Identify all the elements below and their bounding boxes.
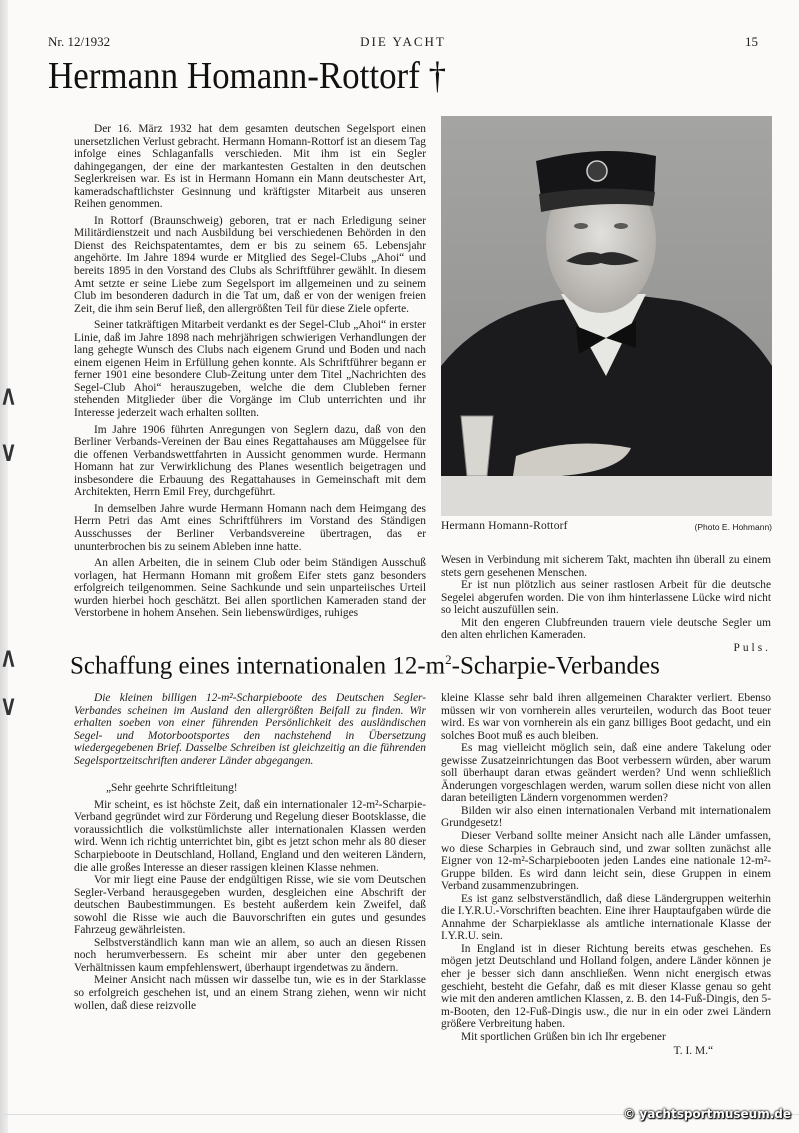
paragraph: Der 16. März 1932 hat dem gesamten deutschen Segelsport einen unersetzlichen Verlust gebracht. Hermann Homann-Rottorf ist an diesem Tag infolge eines Schlaganfalls verschieden. Mit ihm ist ein Segler dahingegangen, der eine der markantesten Gestalten in den deutschen Seglerkreisen war. Es ist in Hermann Homann ein Mann deutschester Art, kameradschaftlichster Gesinnung und kräftigster Mitarbeit aus unseren Reihen genommen. — [74, 123, 426, 211]
paragraph: Seiner tatkräftigen Mitarbeit verdankt es der Segel-Club „Ahoi“ in erster Linie, daß im Jahre 1898 nach mehrjährigen schwierigen Verhandlungen der lang gehegte Wunsch des Clubs nach eigenem Grund und Boden und nach einem eigenen Heim in Erfüllung gehen konnte. Als Schriftführer begann er ferner 1901 eine besondere Club-Zeitung unter dem Titel „Nachrichten des Segel-Club Ahoi“ herauszugeben, welche die dem Clubleben ferner stehenden Mitglieder über die Vorgänge im Club unterrichten und ihr Interesse jederzeit wach erhalten sollten. — [74, 319, 426, 420]
paragraph: Er ist nun plötzlich aus seiner rastlosen Arbeit für die deutsche Segelei abgerufen worden. Die von ihm hinterlassene Lücke wird nicht so leicht auszufüllen sein. — [441, 579, 771, 617]
margin-mark: Λ — [2, 648, 15, 673]
paragraph: Mir scheint, es ist höchste Zeit, daß ein internationaler 12-m²-Scharpie-Verband gegründet wird zur Förderung und Regelung dieser Bootsklasse, die voraussichtlich die volkstümlichste aller internationalen Klassen werden wird. Wenn ich richtig unterrichtet bin, gibt es jetzt schon mehr als 80 dieser Scharpieboote in Deutschland, Holland, England und den weiteren Ländern, die alle großes Interesse an dieser rassigen kleinen Klasse nehmen. — [74, 798, 426, 874]
page-header — [48, 34, 758, 50]
obituary-title: Hermann Homann-Rottorf † — [48, 55, 447, 97]
paragraph: Vor mir liegt eine Pause der endgültigen Risse, wie sie vom Deutschen Segler-Verband herausgegeben wurden, desgleichen eine Abschrift der deutschen Baubestimmungen. Es besteht außerdem kein Zweifel, daß sowohl die Risse wie auch die Bauvorschriften ein gutes und gesundes Fahrzeug gewährleisten. — [74, 874, 426, 937]
portrait-illustration — [441, 116, 772, 516]
margin-mark: V — [2, 696, 15, 721]
letter-salutation: „Sehr geehrte Schriftleitung! — [106, 782, 238, 795]
magazine-title: DIE YACHT — [360, 34, 446, 49]
article-title-text: Schaffung eines internationalen 12-m — [70, 652, 446, 680]
article-column-right — [441, 692, 771, 1058]
paragraph: Bilden wir also einen internationalen Verband mit internationalem Grundgesetz! — [441, 804, 771, 830]
paragraph: Es ist ganz selbstverständlich, daß diese Ländergruppen weiterhin die I.Y.R.U.-Vorschriften beachten. Eine ihrer Hauptaufgaben würde die Annahme der Scharpieklasse als amtliche internationale Klasse der I.Y.R.U. sein. — [441, 892, 771, 943]
photo-caption — [441, 520, 772, 536]
paragraph: Im Jahre 1906 führten Anregungen von Seglern dazu, daß von den Berliner Verbands-Vereinen der Bau eines Regattahauses am Müggelsee für die offenen Verbandswettfahrten in Aussicht genommen wurde. Hermann Homann hat zur Verwirklichung des Planes wesentlich beigetragen und insbesondere die Erbauung des Regattahauses in Gemeinschaft mit dem Architekten, Herrn Emil Frey, durchgeführt. — [74, 423, 426, 499]
page-binding-edge — [0, 0, 8, 1133]
margin-mark: Λ — [2, 386, 15, 411]
article-column-left — [74, 692, 426, 1012]
paragraph: kleine Klasse sehr bald ihren allgemeinen Charakter verliert. Ebenso müssen wir von vornherein alles verurteilen, wodurch das Boot teuer wird. Es war von vornherein als ein ganz billiges Boot gedacht, und ein solches Boot muß es auch bleiben. — [441, 692, 771, 742]
obituary-column-left — [74, 123, 426, 620]
paragraph: An allen Arbeiten, die in seinem Club oder beim Ständigen Ausschuß vorlagen, hat Hermann Homann mit großem Eifer stets ganz besonders erfolgreich teilgenommen. Seine Sachkunde und sein unparteiisches Urteil wurden hierbei hoch geschätzt. Bei allen sportlichen Kameraden stand der Verstorbene in hohem Ansehen. Sein liebenswürdiges, ruhiges — [74, 557, 426, 620]
paragraph: In Rottorf (Braunschweig) geboren, trat er nach Erledigung seiner Militärdienstzeit und nach Ausbildung bei verschiedenen Behörden in den Dienst des Reichspatentamtes, dem er bis zu seinem 65. Lebensjahr angehörte. Im Jahre 1894 wurde er Mitglied des Segel-Clubs „Ahoi“ und bereits 1895 in den Vorstand des Clubs als Schriftführer gewählt. In diesem Amt setzte er seine Liebe zum Segelsport im allgemeinen und zu seinem Club im besonderen dadurch in die Tat um, daß er von der wenigen freien Zeit, die ihm sein Beruf ließ, den allergrößten Teil für diese Ziele opferte. — [74, 214, 426, 315]
obituary-column-right — [441, 554, 771, 654]
paragraph: Dieser Verband sollte meiner Ansicht nach alle Länder umfassen, wo diese Scharpies in Gebrauch sind, und zwar sollten zunächst alle Eigner von 12-m²-Scharpiebooten jeden Landes eine nationale 12-m²-Gruppe bilden. Es wird dann leicht sein, diese Gruppen in einem Verband zusammenzubringen. — [441, 830, 771, 893]
article-title — [70, 652, 660, 680]
paragraph: Mit den engeren Clubfreunden trauern viele deutsche Segler um den alten ehrlichen Kameraden. — [441, 616, 771, 642]
article-title-superscript: 2 — [445, 652, 452, 667]
paragraph: Selbstverständlich kann man wie an allem, so auch an diesen Rissen noch herumverbessern. Es scheint mir aber unter den gegebenen Verhältnissen kaum empfehlenswert, überhaupt irgendetwas zu ändern. — [74, 936, 426, 974]
paragraph: Wesen in Verbindung mit sicherem Takt, machten ihn überall zu einem stets gern gesehenen Menschen. — [441, 554, 771, 579]
paragraph: In England ist in dieser Richtung bereits etwas geschehen. Es mögen jetzt Deutschland und Holland folgen, andere Länder können je eher je besser sich dann anschließen. Wenn nicht energisch etwas geschieht, besteht die Gefahr, daß es mit dieser Klasse genau so geht wie mit den anderen amtlichen Klassen, z. B. den 14-Fuß-Dingis, den 5-m-Booten, den 12-Fuß-Dingis usw., die nur in ein oder zwei Ländern größere Verbreitung haben. — [441, 942, 771, 1031]
paragraph: In demselben Jahre wurde Hermann Homann nach dem Heimgang des Herrn Petri das Amt eines Schriftführers im Vorstand des Ständigen Ausschusses der Berliner Verbandsvereine übertragen, das er ununterbrochen bis zu seinem Ableben inne hatte. — [74, 502, 426, 553]
paragraph: Es mag vielleicht möglich sein, daß eine andere Takelung oder gewisse Zusatzeinrichtungen das Boot verbessern würden, aber warum soll überhaupt daran etwas geändert werden? Und wenn schließlich Änderungen vorgeschlagen werden, warum sollen diese nicht von allen daran beteiligten Ländern vorgenommen werden? — [441, 742, 771, 805]
paragraph: Meiner Ansicht nach müssen wir dasselbe tun, wie es in der Starklasse so erfolgreich geschehen ist, und an einem Strang ziehen, wenn wir nicht wollen, daß diese reizvolle — [74, 974, 426, 1012]
portrait-photo — [441, 116, 772, 516]
issue-number: Nr. 12/1932 — [48, 34, 111, 49]
caption-name: Hermann Homann-Rottorf — [441, 520, 568, 532]
author-signature: Puls. — [733, 641, 771, 654]
letter-closing: Mit sportlichen Grüßen bin ich Ihr ergebener — [461, 1030, 666, 1043]
watermark: © yachtsportmuseum.de — [623, 1107, 791, 1121]
photo-credit: (Photo E. Hohmann) — [694, 522, 772, 532]
margin-mark: V — [2, 442, 15, 467]
letter-signature: T. I. M.“ — [673, 1045, 713, 1058]
page-number: 15 — [745, 34, 758, 49]
article-intro: Die kleinen billigen 12-m²-Scharpieboote des Deutschen Segler-Verbandes scheinen im Ausland den allergrößten Beifall zu finden. Wir erhalten soeben von einer führenden Persönlichkeit des ausländischen Segel- und Motorbootsportes den nachstehend in Übersetzung wiedergegebenen Brief. Dasselbe Schreiben ist gleichzeitig an die führenden Segelsportzeitschriften anderer Länder abgegangen. — [74, 692, 426, 767]
article-title-text-end: -Scharpie-Verbandes — [451, 652, 660, 680]
